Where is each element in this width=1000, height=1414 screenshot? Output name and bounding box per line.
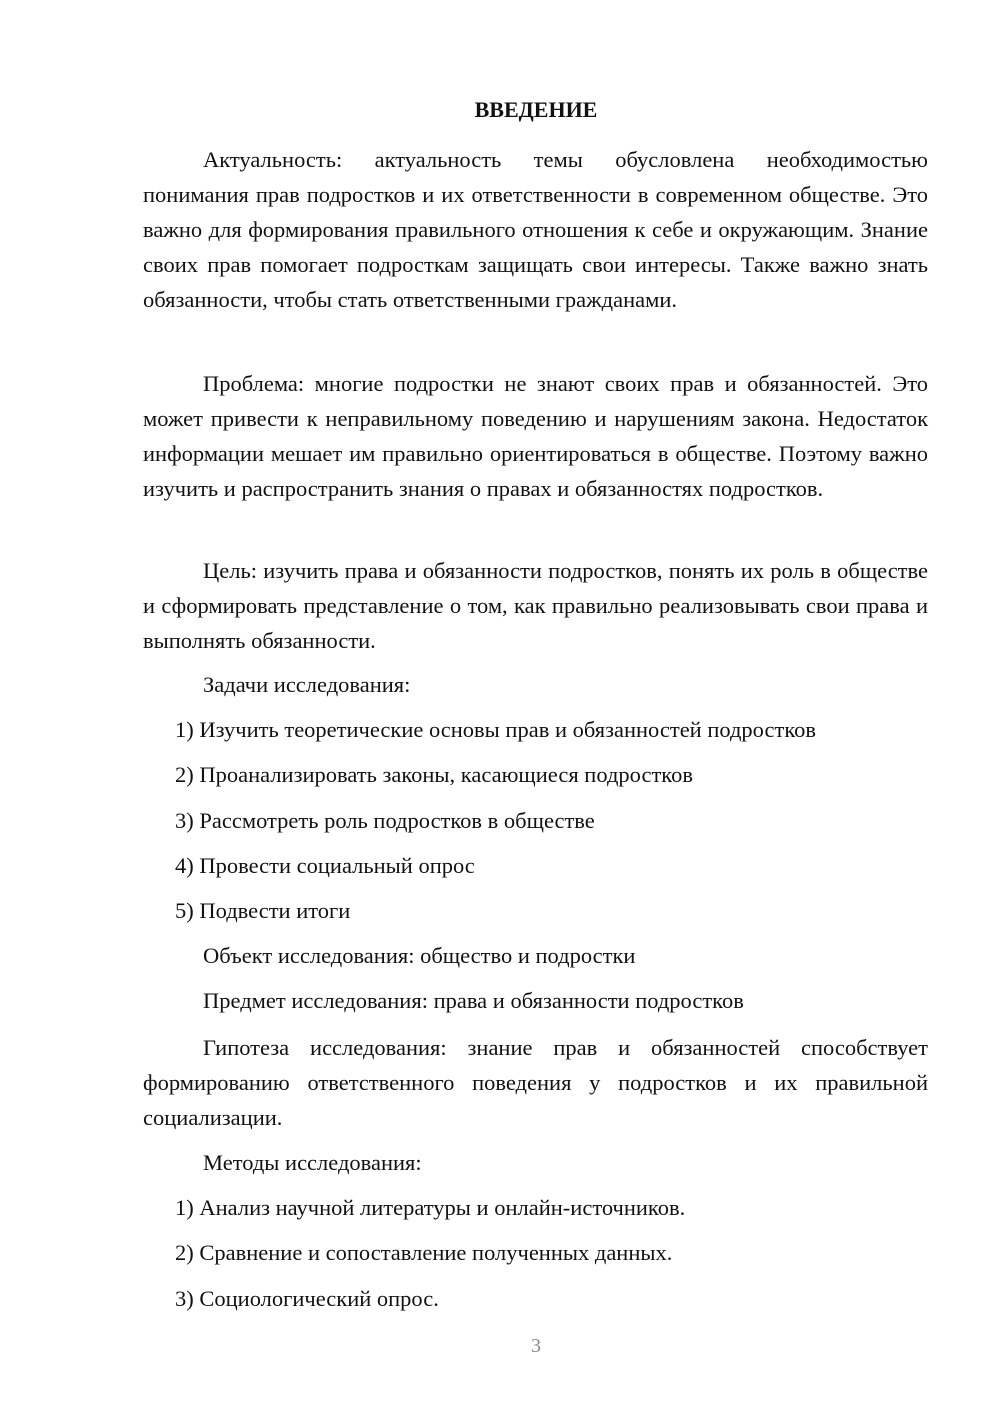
task-item: 5) Подвести итоги: [175, 898, 351, 923]
paragraph-goal: Цель: изучить права и обязанности подростков, понять их роль в обществе и сформировать представление о том, как правильно реализовывать свои права и выполнять обязанности.: [143, 558, 928, 653]
research-subject: Предмет исследования: права и обязанности подростков: [203, 988, 744, 1013]
research-object: Объект исследования: общество и подростки: [203, 943, 636, 968]
method-item: 2) Сравнение и сопоставление полученных данных.: [175, 1240, 673, 1265]
task-item: 2) Проанализировать законы, касающиеся подростков: [175, 762, 693, 787]
task-item: 1) Изучить теоретические основы прав и обязанностей подростков: [175, 717, 816, 742]
paragraph-relevance: Актуальность: актуальность темы обусловлена необходимостью понимания прав подростков и их ответственности в современном обществе. Это важно для формирования правильного отношения к себе и окружающим. Знание своих прав помогает подросткам защищать свои интересы. Также важно знать обязанности, чтобы стать ответственными гражданами.: [143, 147, 928, 312]
page-title: ВВЕДЕНИЕ: [474, 97, 598, 122]
tasks-heading: Задачи исследования:: [203, 672, 411, 697]
methods-heading: Методы исследования:: [203, 1150, 422, 1175]
page-number: 3: [531, 1335, 541, 1357]
method-item: 3) Социологический опрос.: [175, 1286, 439, 1311]
paragraph-hypothesis: Гипотеза исследования: знание прав и обязанностей способствует формированию ответственного поведения у подростков и их правильной социализации.: [143, 1035, 928, 1130]
task-item: 3) Рассмотреть роль подростков в обществе: [175, 808, 595, 833]
method-item: 1) Анализ научной литературы и онлайн-источников.: [175, 1195, 686, 1220]
paragraph-problem: Проблема: многие подростки не знают своих прав и обязанностей. Это может привести к неправильному поведению и нарушениям закона. Недостаток информации мешает им правильно ориентироваться в обществе. Поэтому важно изучить и распространить знания о правах и обязанностях подростков.: [143, 371, 928, 501]
task-item: 4) Провести социальный опрос: [175, 853, 475, 878]
